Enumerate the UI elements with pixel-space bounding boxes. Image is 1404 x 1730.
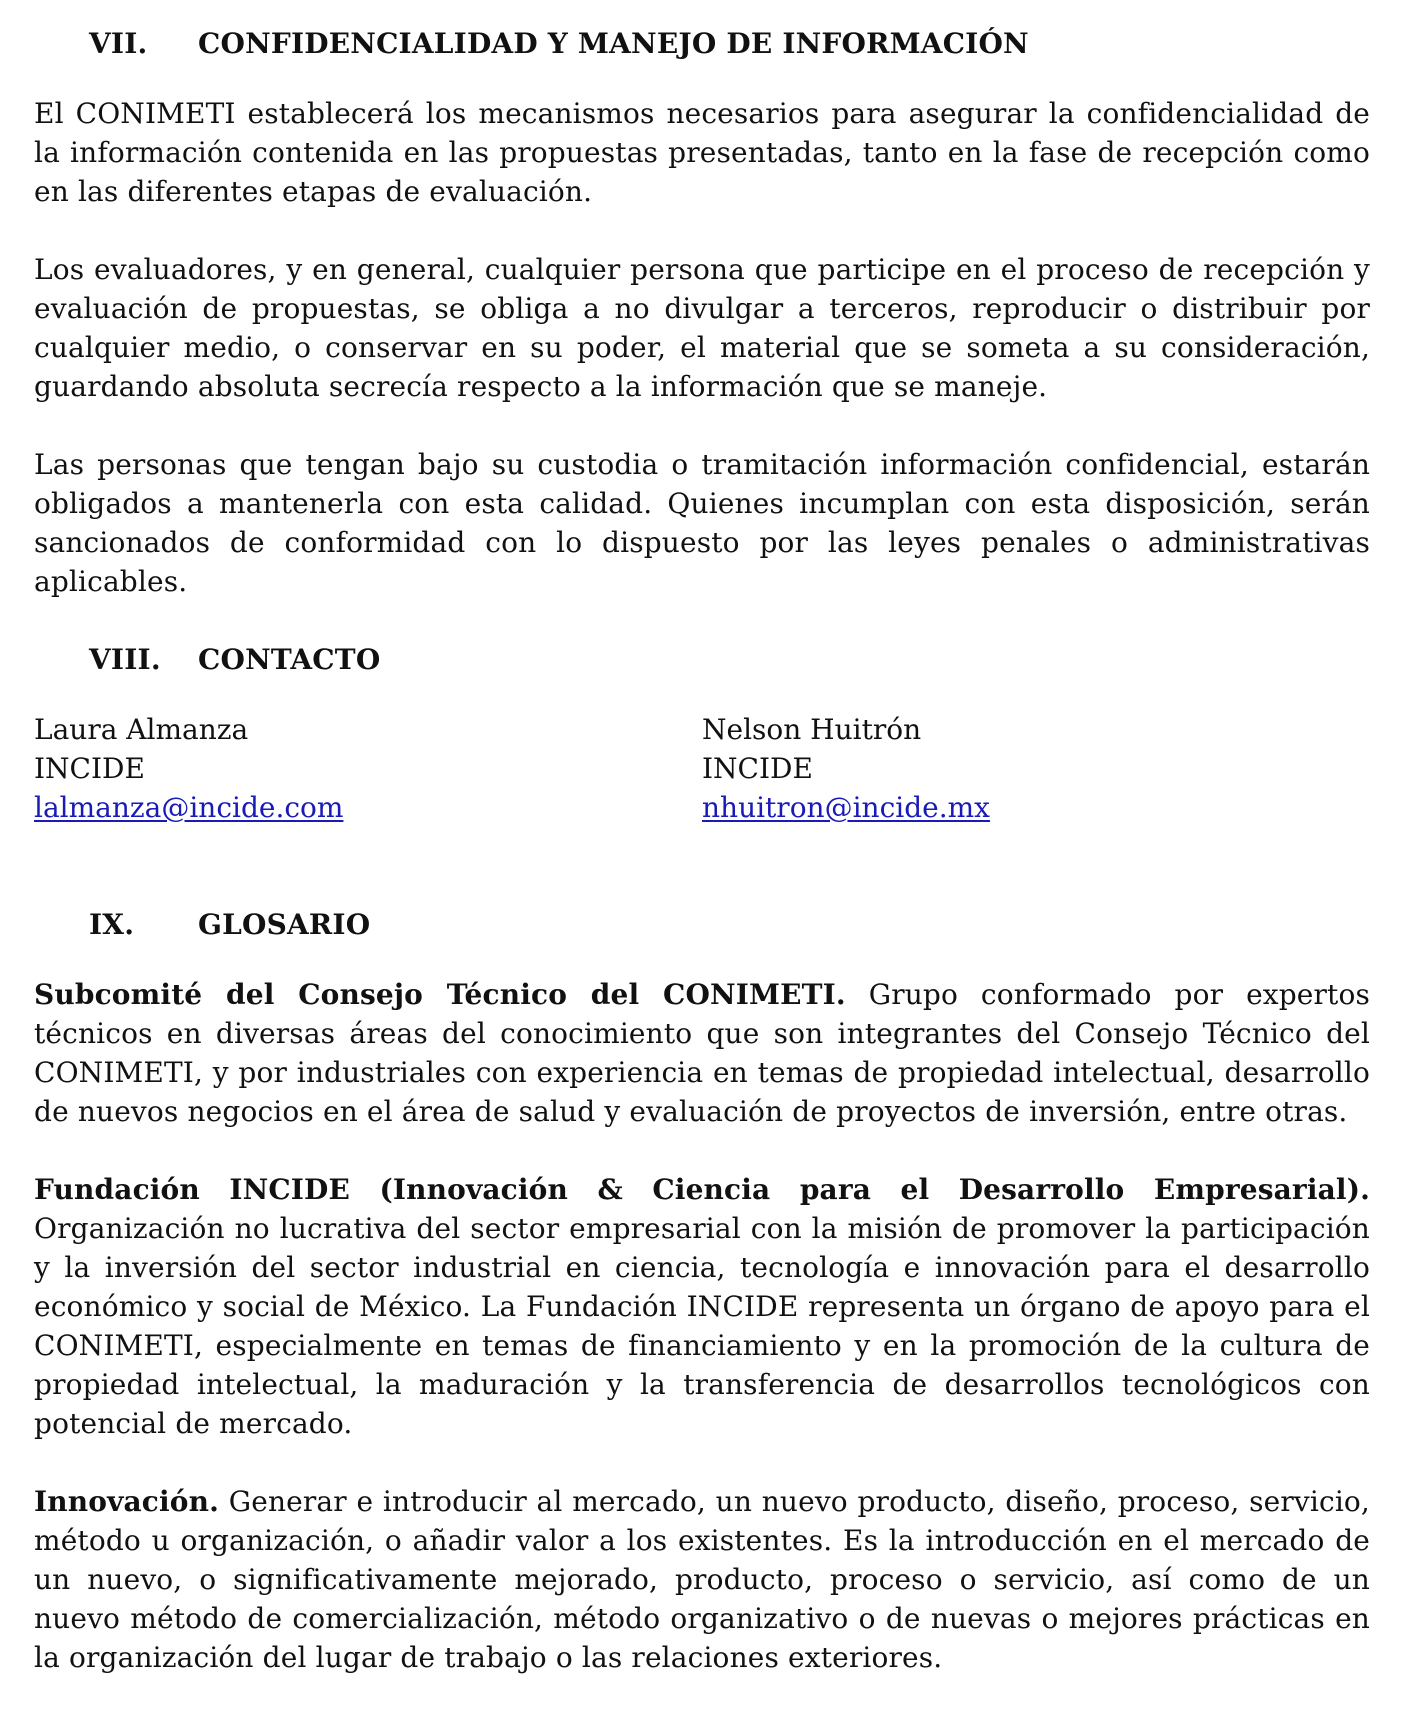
glossary-term: Subcomité del Consejo Técnico del CONIMETI. [34,978,846,1011]
contact-name: Nelson Huitrón [702,713,922,746]
glossary-definition: Generar e introducir al mercado, un nuevo producto, diseño, proceso, servicio, método u organización, o añadir valor a los existentes. Es la introducción en el mercado de un nuevo, o significativamente mejorado, producto, proceso o servicio, así como de un nuevo método de comercialización, método organizativo o de nuevas o mejores prácticas en la organización del lugar de trabajo o las relaciones exteriores. [34,1485,1370,1674]
contact-card [702,710,1370,827]
section-title: GLOSARIO [198,908,371,941]
contact-list [34,710,1370,827]
glossary-entry [34,975,1370,1131]
document-page [34,24,1370,1716]
section-number: IX. [89,908,135,941]
glossary-entry [34,1482,1370,1677]
glossary-definition: Grupo conformado por expertos técnicos en diversas áreas del conocimiento que son integrantes del Consejo Técnico del CONIMETI, y por industriales con experiencia en temas de propiedad intelectual, desarrollo de nuevos negocios en el área de salud y evaluación de proyectos de inversión, entre otras. [34,978,1370,1128]
section-heading-ix [89,905,1370,945]
contact-organization: INCIDE [34,752,145,785]
section-heading-vii [89,24,1370,64]
section-number: VII. [89,27,148,60]
section-title: CONFIDENCIALIDAD Y MANEJO DE INFORMACIÓN [198,27,1029,60]
contact-email-link[interactable]: nhuitron@incide.mx [702,791,990,824]
paragraph: Los evaluadores, y en general, cualquier persona que participe en el proceso de recepción y evaluación de propuestas, se obliga a no divulgar a terceros, reproducir o distribuir por cualquier medio, o conservar en su poder, el material que se someta a su consideración, guardando absoluta secrecía respecto a la información que se maneje. [34,253,1370,403]
glossary-term: Innovación. [34,1485,220,1518]
section-title: CONTACTO [198,643,381,676]
contact-card [34,710,702,827]
glossary-definition: Organización no lucrativa del sector empresarial con la misión de promover la participación y la inversión del sector industrial en ciencia, tecnología e innovación para el desarrollo económico y social de México. La Fundación INCIDE representa un órgano de apoyo para el CONIMETI, especialmente en temas de financiamiento y en la promoción de la cultura de propiedad intelectual, la maduración y la transferencia de desarrollos tecnológicos con potencial de mercado. [34,1212,1370,1440]
glossary-term: Fundación INCIDE (Innovación & Ciencia para el Desarrollo Empresarial). [34,1173,1370,1206]
section-number: VIII. [89,643,161,676]
contact-name: Laura Almanza [34,713,249,746]
contact-email-link[interactable]: lalmanza@incide.com [34,791,344,824]
paragraph: El CONIMETI establecerá los mecanismos necesarios para asegurar la confidencialidad de la información contenida en las propuestas presentadas, tanto en la fase de recepción como en las diferentes etapas de evaluación. [34,97,1370,208]
section-heading-viii [89,640,1370,680]
contact-organization: INCIDE [702,752,813,785]
paragraph: Las personas que tengan bajo su custodia o tramitación información confidencial, estarán obligados a mantenerla con esta calidad. Quienes incumplan con esta disposición, serán sancionados de conformidad con lo dispuesto por las leyes penales o administrativas aplicables. [34,448,1370,598]
glossary-entry [34,1170,1370,1443]
